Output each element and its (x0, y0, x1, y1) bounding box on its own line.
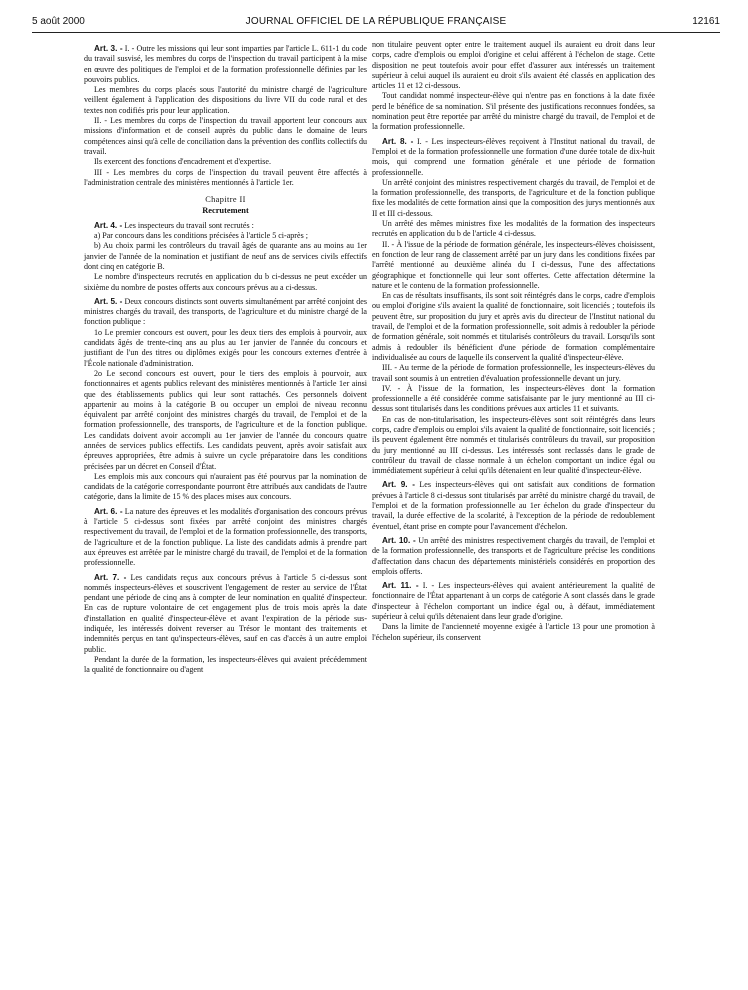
right-column (372, 40, 655, 643)
article-label: Art. 8. - (382, 136, 414, 146)
article-label: Art. 6. - (94, 506, 123, 516)
paragraph (84, 272, 367, 293)
paragraph-text: II. - Les membres du corps de l'inspection du travail apportent leur concours aux missions d'information et de conseil auprès du public dans le domaine de leurs compétences ainsi qu'à celle de conciliation dans la prévention des conflits collectifs du travail. (84, 116, 367, 156)
article-label: Art. 7. - (94, 572, 127, 582)
paragraph (84, 157, 367, 167)
article-paragraph (372, 581, 655, 622)
article-paragraph (84, 297, 367, 328)
paragraph (372, 178, 655, 219)
paragraph-text: b) Au choix parmi les contrôleurs du travail âgés de quarante ans au moins au 1er janvier de l'année de la nomination et justifiant de neuf ans de services civils effectifs dont cinq en catégorie B. (84, 241, 367, 271)
article-paragraph (372, 137, 655, 178)
paragraph-text: Tout candidat nommé inspecteur-élève qui n'entre pas en fonctions à la date fixée perd le bénéfice de sa nomination. S'il présente des justifications reconnues fondées, sa nomination peut être reportée par arrêté du ministre chargé du travail, de l'emploi et de la formation professionnelle. (372, 91, 655, 132)
article-paragraph (84, 507, 367, 569)
paragraph-text: non titulaire peuvent opter entre le traitement auquel ils auraient eu droit dans leur corps, cadre d'emplois ou emploi d'origine et celui afférent à l'échelon de stage. Cette disposition ne peut toutefois avoir pour effet d'assurer aux intéressés un traitement supérieur à celui auquel ils auraient eu droit s'ils avaient été classés en application des articles 11 et 12 ci-dessous. (372, 40, 655, 91)
paragraph-text: I. - Outre les missions qui leur sont imparties par l'article L. 611-1 du code du travail susvisé, les membres du corps de l'inspection du travail participent à la mise en œuvre des politiques de l'emploi et de la formation professionnelle définies par les pouvoirs publics. (84, 44, 367, 84)
paragraph (372, 415, 655, 477)
paragraph-text: Les inspecteurs du travail sont recrutés : (124, 220, 254, 230)
paragraph (84, 472, 367, 503)
paragraph (372, 40, 655, 91)
paragraph (84, 369, 367, 472)
paragraph-text: Deux concours distincts sont ouverts simultanément par arrêté conjoint des ministres chargés du travail, des transports, de l'agriculture et du ministre chargé de la fonction publique : (84, 296, 367, 327)
paragraph (372, 384, 655, 415)
paragraph-text: Les membres du corps placés sous l'autorité du ministre chargé de l'agriculture veillent également à l'application des dispositions du livre VII du code rural et des textes non codifiés pris pour leur application. (84, 85, 367, 115)
paragraph-text: Les emplois mis aux concours qui n'auraient pas été pourvus par la nomination de candidats de la catégorie correspondante pourront être attribués aux candidats de l'autre catégorie, dans la limite de 15 % des places mises aux concours. (84, 471, 367, 502)
article-paragraph (84, 573, 367, 655)
paragraph-text: I. - Les inspecteurs-élèves qui avaient antérieurement la qualité de fonctionnaire de l'État appartenant à un corps de catégorie A sont classés dans le grade d'inspecteur à l'échelon comportant un indice égal ou, à défaut, immédiatement supérieur à celui qu'ils détenaient dans leur grade d'origine. (372, 581, 655, 622)
header-title: JOURNAL OFFICIEL DE LA RÉPUBLIQUE FRANÇAISE (245, 16, 507, 27)
article-paragraph (84, 44, 367, 85)
paragraph (84, 241, 367, 272)
paragraph-text: La nature des épreuves et les modalités d'organisation des concours prévus à l'article 5 ci-dessus sont fixées par arrêté conjoint des ministres chargés respectivement du travail, de l'emploi et de la formation professionnelle, des transports, de l'agriculture et de la fonction publique. La liste des candidats admis à prendre part aux épreuves est arrêtée par le ministre chargé du travail, de l'emploi et de la formation professionnelle. (84, 506, 367, 568)
paragraph-text: III - Les membres du corps de l'inspection du travail peuvent être affectés à l'administration centrale des ministères mentionnés à l'article 1er. (84, 167, 367, 187)
header-date: 5 août 2000 (32, 16, 85, 27)
paragraph-text: Dans la limite de l'ancienneté moyenne exigée à l'article 13 pour une promotion à l'échelon supérieur, ils conservent (372, 622, 655, 642)
paragraph-text: II. - À l'issue de la période de formation générale, les inspecteurs-élèves choisissent, en fonction de leur rang de classement arrêté par un jury dans les conditions fixées par l'arrêté mentionné au deuxième alinéa du I ci-dessus, l'une des affectations géographique et fonctionnelle qui leur sont offertes. Cette affectation détermine la nature et le contenu de la formation professionnelle. (372, 239, 655, 290)
paragraph (84, 655, 367, 676)
paragraph-text: I. - Les inspecteurs-élèves reçoivent à l'Institut national du travail, de l'emploi et de la formation professionnelle une formation d'une durée totale de dix-huit mois, qui comprend une formation générale et une période de formation professionnelle. (372, 136, 655, 177)
paragraph (372, 91, 655, 132)
article-label: Art. 4. - (94, 220, 123, 230)
paragraph-text: Les candidats reçus aux concours prévus à l'article 5 ci-dessus sont nommés inspecteurs-élèves et souscrivent l'engagement de rester au service de l'État pendant une période de cinq ans à compter de leur nomination en qualité d'inspecteur. En cas de rupture volontaire de cet engagement plus de trois mois après la date d'installation en qualité d'inspecteur-élève et avant l'expiration de la période sus-indiquée, les intéressés doivent reverser au Trésor le montant des traitements et indemnités perçus en tant qu'inspecteurs-élèves, sauf en cas d'accès à un autre emploi public. (84, 572, 367, 654)
article-label: Art. 5. - (94, 296, 123, 306)
page-header (32, 14, 720, 33)
article-paragraph (372, 536, 655, 577)
article-paragraph (372, 480, 655, 531)
paragraph-text: Les inspecteurs-élèves qui ont satisfait aux conditions de formation prévues à l'article 8 ci-dessus sont titularisés par arrêté du ministre chargé du travail, de l'emploi et de la formation professionnelle au 1er échelon du grade d'inspecteur du travail, la durée effective de la scolarité, à l'exception de la période de redoublement éventuel, étant prise en compte pour l'avancement d'échelon. (372, 480, 656, 531)
paragraph (372, 363, 655, 384)
paragraph (372, 291, 655, 363)
paragraph-text: Pendant la durée de la formation, les inspecteurs-élèves qui avaient précédemment la qualité de fonctionnaire ou d'agent (84, 654, 367, 675)
paragraph-text: Ils exercent des fonctions d'encadrement et d'expertise. (94, 157, 271, 167)
paragraph (84, 328, 367, 369)
paragraph-text: a) Par concours dans les conditions précisées à l'article 5 ci-après ; (94, 231, 308, 241)
chapter-heading: Chapitre II (205, 195, 246, 205)
paragraph (372, 622, 655, 643)
paragraph-text: Un arrêté des ministres respectivement chargés du travail, de l'emploi et de la formation professionnelle, des transports et de l'agriculture précise les conditions d'affectation dans chacun des départements ministériels considérés en proportion des emplois offerts. (372, 535, 655, 576)
article-paragraph (84, 221, 367, 231)
paragraph-text: Un arrêté des mêmes ministres fixe les modalités de la formation des inspecteurs recrutés en application du b de l'article 4 ci-dessus. (372, 219, 655, 239)
paragraph-text: Le nombre d'inspecteurs recrutés en application du b ci-dessus ne peut excéder un sixième du nombre de postes offerts aux concours prévus au a ci-dessus. (84, 272, 367, 292)
article-label: Art. 11. - (382, 581, 419, 591)
paragraph-text: En cas de résultats insuffisants, ils sont soit réintégrés dans le corps, cadre d'emplois ou emploi d'origine s'ils avaient la qualité de fonctionnaire, soit licenciés ; toutefois ils peuvent être, sur proposition du jury et après avis du directeur de l'Institut national du travail, de l'emploi et de la formation professionnelle, soit admis à redoubler la période de formation générale, soit nommés et titularisés contrôleurs du travail. Lorsqu'ils sont admis à redoubler ils bénéficient d'une période de formation complémentaire individualisée au cours de laquelle ils conservent la qualité d'inspecteur-élève. (372, 291, 655, 362)
paragraph (84, 231, 367, 241)
article-label: Art. 10. - (382, 535, 416, 545)
article-label: Art. 3. - (94, 44, 123, 53)
left-column (84, 40, 367, 676)
paragraph (84, 168, 367, 189)
paragraph-text: 1o Le premier concours est ouvert, pour les deux tiers des emplois à pourvoir, aux candidats âgés de trente-cinq ans au plus au 1er janvier de l'année du concours et justifiant de l'un des titres ou diplômes exigés pour les concours externes d'entrée à l'École nationale d'administration. (84, 327, 367, 368)
header-page-number: 12161 (692, 16, 720, 27)
paragraph (84, 116, 367, 157)
paragraph-text: Un arrêté conjoint des ministres respectivement chargés du travail, de l'emploi et de la formation professionnelle, des transports, de l'agriculture et de la fonction publique fixe les modalités de cette formation ainsi que la composition des jurys mentionnés aux II et III ci-dessous. (372, 177, 655, 218)
paragraph (372, 240, 655, 291)
article-label: Art. 9. - (382, 480, 415, 490)
paragraph-text: III. - Au terme de la période de formation professionnelle, les inspecteurs-élèves du travail sont soumis à un entretien d'évaluation professionnelle devant un jury. (372, 363, 655, 383)
paragraph (372, 219, 655, 240)
paragraph (84, 85, 367, 116)
section-heading: Recrutement (202, 206, 249, 216)
paragraph-text: IV. - À l'issue de la formation, les inspecteurs-élèves dont la formation professionnelle a été considérée comme satisfaisante par le jury mentionné au III ci-dessus sont titularisés dans les conditions prévues aux articles 11 et suivants. (372, 383, 655, 414)
paragraph-text: 2o Le second concours est ouvert, pour le tiers des emplois à pourvoir, aux fonctionnaires et agents publics relevant des ministères mentionnés à l'article 1er ainsi que des établissements publics qui leur sont rattachés. Ces personnels doivent appartenir au moins à la catégorie B ou occuper un emploi de niveau reconnu équivalent par arrêté conjoint des ministres chargés du travail, de l'emploi et de la formation professionnelle, des transports, de l'agriculture et de la fonction publique. Les candidats doivent avoir accompli au 1er janvier de l'année du concours quatre années de services publics effectifs. Les candidats peuvent, après avoir satisfait aux épreuves appropriées, être admis à suivre un cycle préparatoire dans les conditions précisées par un décret en Conseil d'État. (84, 368, 367, 471)
paragraph-text: En cas de non-titularisation, les inspecteurs-élèves sont soit réintégrés dans leurs corps, cadre d'emplois ou emploi s'ils avaient la qualité de fonctionnaire, soit licenciés ; ils peuvent également être nommés et titularisés contrôleurs du travail, sur proposition du jury mentionné au III ci-dessus. Les intéressés sont reclassés dans le grade de contrôleur du travail de classe normale à un échelon comportant un indice égal ou immédiatement supérieur à celui qu'ils détenaient en leur qualité d'inspecteur-élève. (372, 414, 655, 476)
